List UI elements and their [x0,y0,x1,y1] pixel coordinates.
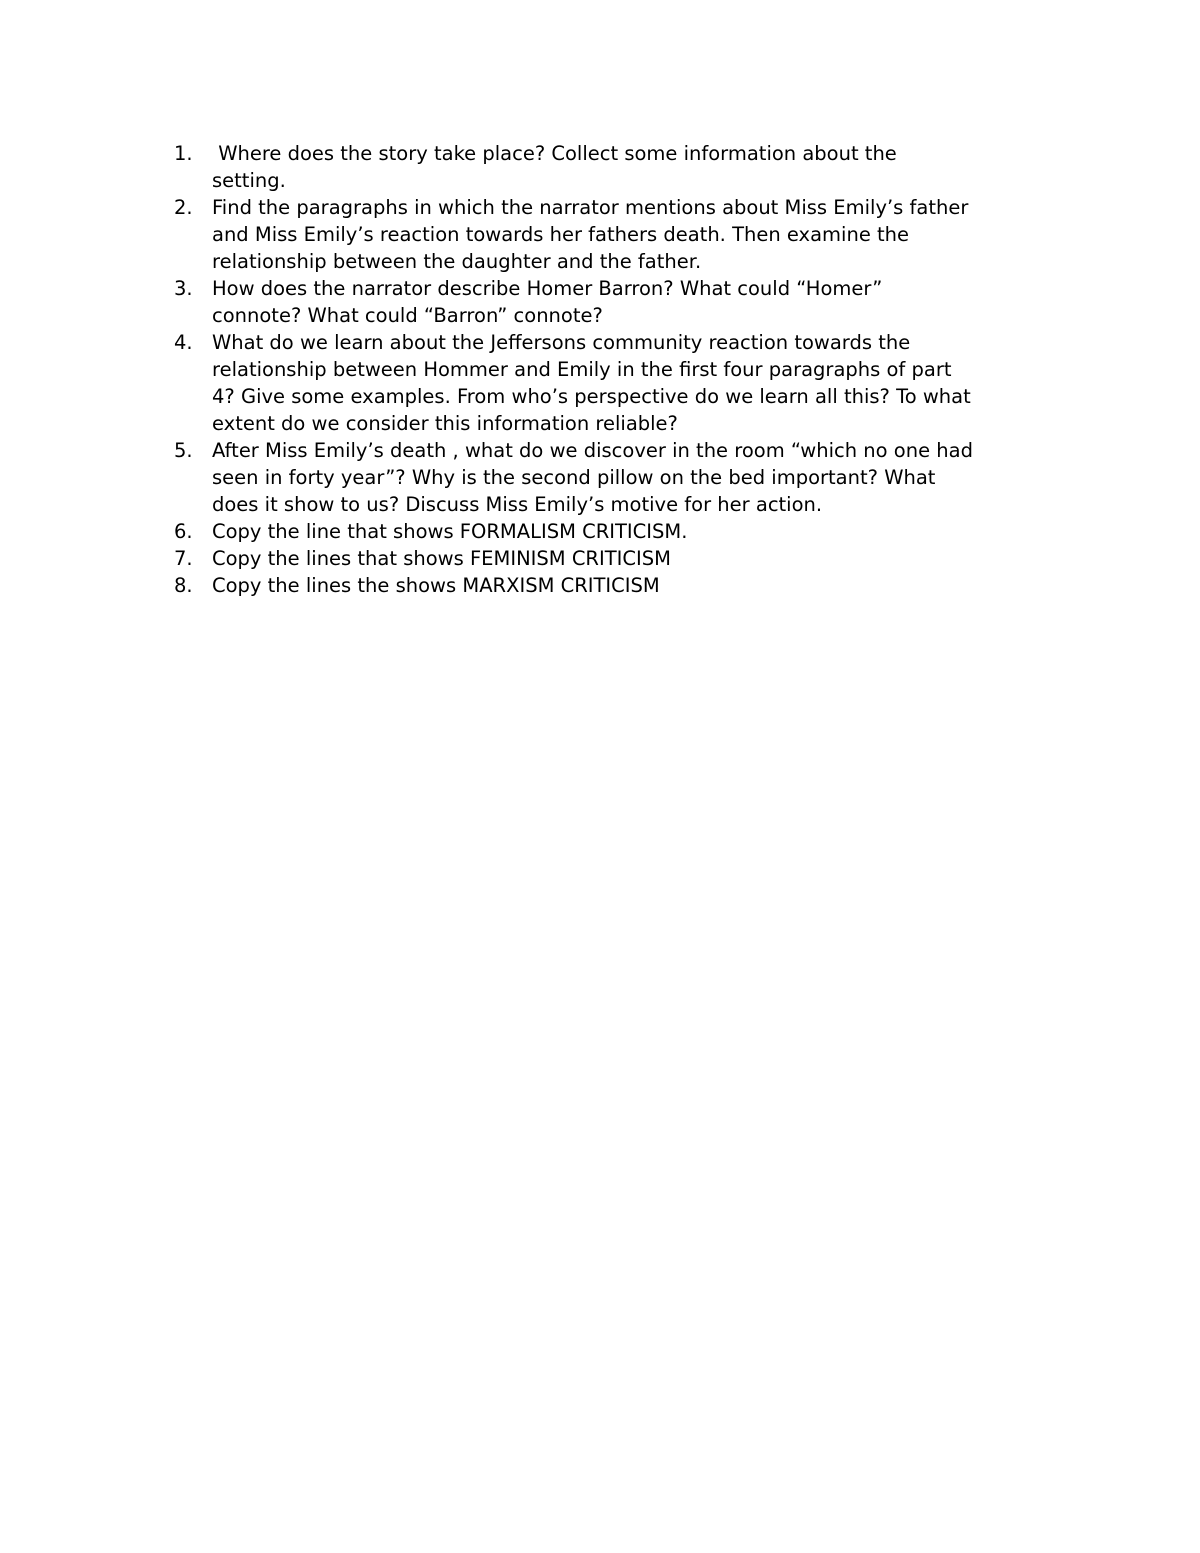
question-item-6 [174,518,1074,545]
question-item-4 [174,329,1074,437]
question-text: Copy the line that shows FORMALISM CRITICISM. [212,520,688,543]
question-text: Copy the lines the shows MARXISM CRITICISM [212,574,660,597]
question-item-8 [174,572,1074,599]
question-item-7 [174,545,1074,572]
question-number: 8. [174,574,193,597]
question-number: 5. [174,439,193,462]
question-list [174,140,1074,599]
question-item-1 [174,140,1074,194]
question-item-3 [174,275,1074,329]
question-item-5 [174,437,1074,518]
question-number: 7. [174,547,193,570]
question-text: Where does the story take place? Collect some information about the setting. [212,142,897,192]
question-number: 6. [174,520,193,543]
question-text: How does the narrator describe Homer Barron? What could “Homer” connote? What could “Barron” connote? [212,277,883,327]
question-item-2 [174,194,1074,275]
question-text: What do we learn about the Jeffersons community reaction towards the relationship between Hommer and Emily in the first four paragraphs of part 4? Give some examples. From who’s perspective do we learn all this? To what extent do we consider this information reliable? [212,331,971,435]
question-text: Copy the lines that shows FEMINISM CRITICISM [212,547,671,570]
question-number: 1. [174,142,193,165]
question-text: After Miss Emily’s death , what do we discover in the room “which no one had seen in forty year”? Why is the second pillow on the bed important? What does it show to us? Discuss Miss Emily’s motive for her action. [212,439,973,516]
question-number: 4. [174,331,193,354]
question-number: 3. [174,277,193,300]
question-text: Find the paragraphs in which the narrator mentions about Miss Emily’s father and Miss Emily’s reaction towards her fathers death. Then examine the relationship between the daughter and the father. [212,196,969,273]
question-number: 2. [174,196,193,219]
